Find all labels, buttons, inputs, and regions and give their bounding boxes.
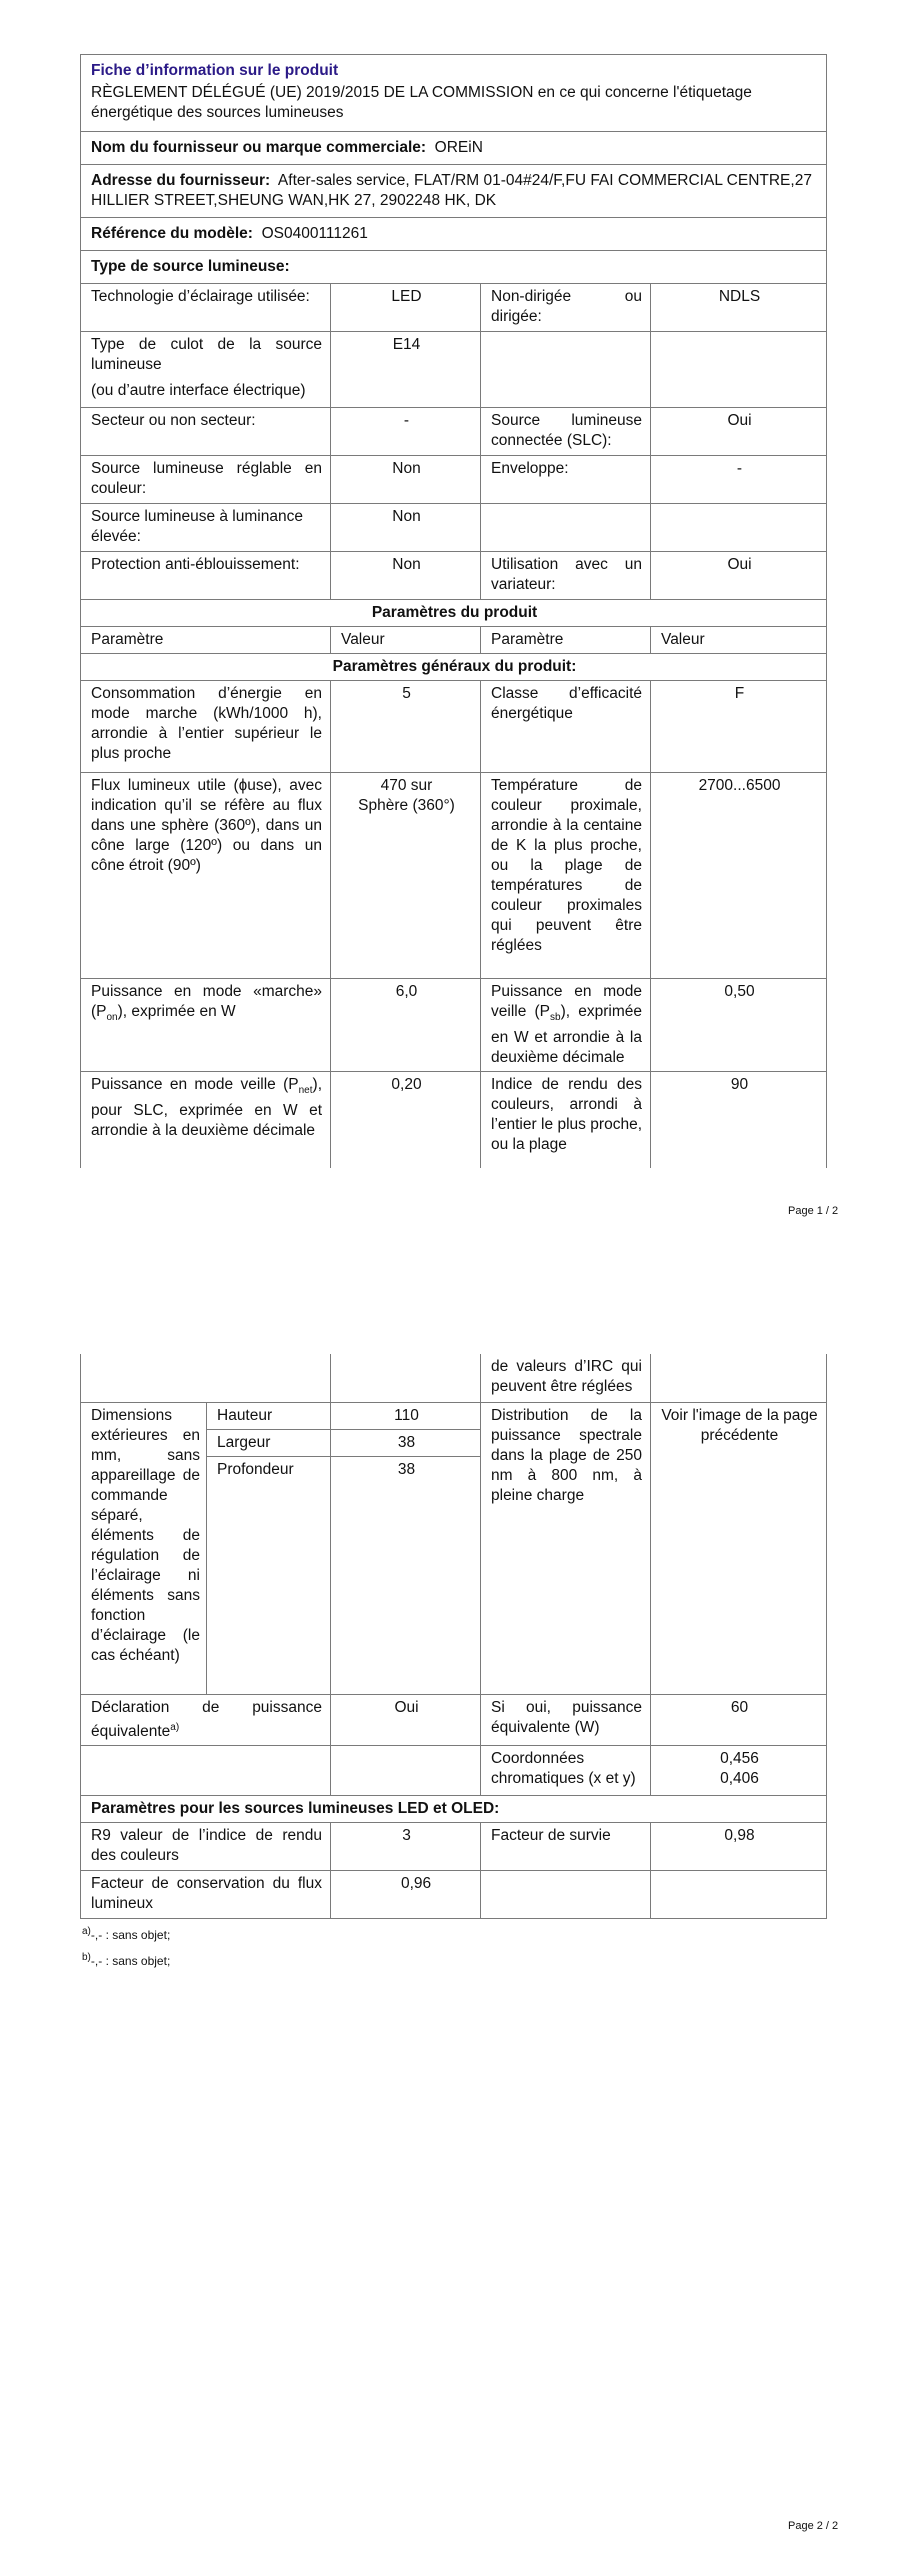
chromaticity-y: 0,406 [720,1769,759,1787]
cri-label-part2: de valeurs d’IRC qui peuvent être réglées [481,1354,651,1402]
networked-standby-text: Puissance en mode veille (P [91,1076,299,1094]
on-mode-power-label [81,979,331,1072]
useful-flux-label: Flux lumineux utile (ɸuse), avec indication qu’il se réfère au flux dans une sphère (360º), dans un cône large (120º) ou dans un cône étroit (90º) [81,773,331,979]
lumen-maintenance-value [331,1870,481,1918]
directed-label: Non-dirigée ou dirigée: [481,284,651,332]
page-2 [0,1230,905,2560]
empty-cell [331,1745,481,1795]
width-value: 38 [331,1429,481,1456]
lumen-maintenance-label: Facteur de conservation du flux lumineux [81,1870,331,1918]
col-header-param: Paramètre [81,627,331,654]
product-sheet-page-1 [80,54,826,1168]
empty-cell [81,1354,331,1402]
footnote-a-mark: a) [82,1926,91,1937]
col-header-param: Paramètre [481,627,651,654]
height-label: Hauteur [207,1402,331,1429]
spectral-distribution-label: Distribution de la puissance spectrale dans la plage de 250 nm à 800 nm, à pleine charge [481,1402,651,1694]
regulation-subtitle: RÈGLEMENT DÉLÉGUÉ (UE) 2019/2015 DE LA COMMISSION en ce qui concerne l'étiquetage énergétique des sources lumineuses [81,81,827,132]
r9-value: 3 [331,1822,481,1870]
useful-flux-value [331,773,481,979]
empty-cell [651,332,827,408]
product-info-table [80,54,827,1168]
supplier-address-value: After-sales service, FLAT/RM 01-04#24/F,FU FAI COMMERCIAL CENTRE,27 HILLIER STREET,SHEUNG WAN,HK 27, 2902248 HK, DK [91,172,812,209]
cct-value: 2700...6500 [651,773,827,979]
supplier-name-label: Nom du fournisseur ou marque commerciale: [91,139,427,156]
col-header-value: Valeur [651,627,827,654]
dimensions-label: Dimensions extérieures en mm, sans appareillage de commande séparé, éléments de régulation de l’éclairage ni éléments sans fonction d’éclairage (le cas échéant) [81,1402,207,1694]
standby-power-text: Puissance en mode veille (P [491,983,642,1020]
model-ref-row [81,218,827,251]
empty-cell [81,1745,331,1795]
empty-cell [481,332,651,408]
footnote-b-mark: b) [82,1952,91,1963]
height-value: 110 [331,1402,481,1429]
dimmer-value: Oui [651,552,827,600]
networked-standby-text-end: ), pour SLC, exprimée en W et arrondie à la deuxième décimale [91,1076,322,1140]
cri-label-part1: Indice de rendu des couleurs, arrondi à l’entier le plus proche, ou la plage [481,1072,651,1168]
footnote-b-text: -,- : sans objet; [90,1954,171,1968]
depth-value: 38 [331,1456,481,1694]
page-number: Page 2 / 2 [788,2520,839,2532]
mains-label: Secteur ou non secteur: [81,408,331,456]
equivalent-watt-label: Si oui, puissance équivalente (W) [481,1694,651,1745]
cct-label: Température de couleur proximale, arrondie à la centaine de K la plus proche, ou la plage de températures de couleur proximales qui peuvent être réglées [481,773,651,979]
general-params-heading: Paramètres généraux du produit: [81,654,827,681]
empty-cell [651,504,827,552]
envelope-label: Enveloppe: [481,456,651,504]
on-mode-power-value: 6,0 [331,979,481,1072]
energy-class-label: Classe d’efficacité énergétique [481,681,651,773]
page-1 [0,0,905,1230]
high-luminance-label: Source lumineuse à luminance élevée: [81,504,331,552]
standby-power-label [481,979,651,1072]
anti-glare-value: Non [331,552,481,600]
depth-label: Profondeur [207,1456,331,1694]
supplier-name-value: OREiN [434,139,483,156]
networked-standby-label [81,1072,331,1168]
tech-label: Technologie d’éclairage utilisée: [81,284,331,332]
footnote-a-text: -,- : sans objet; [90,1928,171,1942]
standby-power-text-end: ), exprimée en W et arrondie à la deuxième décimale [491,1003,642,1067]
cap-value: E14 [331,332,481,408]
footnote-a [82,1924,170,1943]
energy-consumption-value: 5 [331,681,481,773]
col-header-value: Valeur [331,627,481,654]
empty-cell [651,1870,827,1918]
on-mode-power-text: Puissance en mode «marche» (P [91,983,322,1020]
equivalent-power-value: Oui [331,1694,481,1745]
survival-factor-value: 0,98 [651,1822,827,1870]
page-number: Page 1 / 2 [788,1205,839,1217]
product-info-table-continued [80,1354,827,1919]
cap-label-note: (ou d’autre interface électrique) [91,382,306,399]
product-params-heading: Paramètres du produit [81,600,827,627]
supplier-address-label: Adresse du fournisseur: [91,172,271,189]
chromaticity-value [651,1745,827,1795]
on-mode-power-subscript: on [106,1012,118,1024]
high-luminance-value: Non [331,504,481,552]
model-ref-value: OS0400111261 [261,225,368,242]
directed-value: NDLS [651,284,827,332]
product-sheet-page-2 [80,1354,826,1919]
source-type-heading: Type de source lumineuse: [81,251,827,284]
dimmer-label: Utilisation avec un variateur: [481,552,651,600]
equivalent-power-text: Déclaration de puissance équivalente [91,1698,322,1740]
mains-value: - [331,408,481,456]
footnote-mark-a: a) [170,1721,180,1733]
document-title: Fiche d’information sur le produit [81,55,827,82]
model-ref-label: Référence du modèle: [91,225,253,242]
lumen-maintenance-number: 0,96 [401,1874,432,1892]
connected-label: Source lumineuse connectée (SLC): [481,408,651,456]
supplier-name-row [81,132,827,165]
colour-tunable-label: Source lumineuse réglable en couleur: [81,456,331,504]
equivalent-watt-value: 60 [651,1694,827,1745]
width-label: Largeur [207,1429,331,1456]
empty-cell [481,504,651,552]
standby-power-subscript: sb [550,1012,561,1024]
envelope-value: - [651,456,827,504]
tech-value: LED [331,284,481,332]
networked-standby-value: 0,20 [331,1072,481,1168]
supplier-address-row [81,165,827,218]
cri-value: 90 [651,1072,827,1168]
r9-label: R9 valeur de l’indice de rendu des couleurs [81,1822,331,1870]
led-oled-params-heading: Paramètres pour les sources lumineuses LED et OLED: [81,1795,827,1822]
anti-glare-label: Protection anti-éblouissement: [81,552,331,600]
energy-consumption-label: Consommation d’énergie en mode marche (kWh/1000 h), arrondie à l’entier supérieur le plus proche [81,681,331,773]
empty-cell [481,1870,651,1918]
survival-factor-label: Facteur de survie [481,1822,651,1870]
colour-tunable-value: Non [331,456,481,504]
chromaticity-label: Coordonnées chromatiques (x et y) [481,1745,651,1795]
connected-value: Oui [651,408,827,456]
on-mode-power-text-end: ), exprimée en W [117,1003,236,1020]
empty-cell [651,1354,827,1402]
standby-power-value: 0,50 [651,979,827,1072]
cap-label: Type de culot de la source lumineuse [91,336,322,373]
equivalent-power-label [81,1694,331,1745]
energy-class-value: F [651,681,827,773]
footnote-b [82,1950,170,1969]
networked-standby-subscript: net [298,1085,313,1097]
spectral-distribution-value: Voir l'image de la page précédente [651,1402,827,1694]
chromaticity-x: 0,456 [720,1749,759,1767]
cap-type-cell [81,332,331,408]
useful-flux-amount: 470 sur [380,777,433,794]
useful-flux-cone: Sphère (360°) [358,797,455,814]
empty-cell [331,1354,481,1402]
